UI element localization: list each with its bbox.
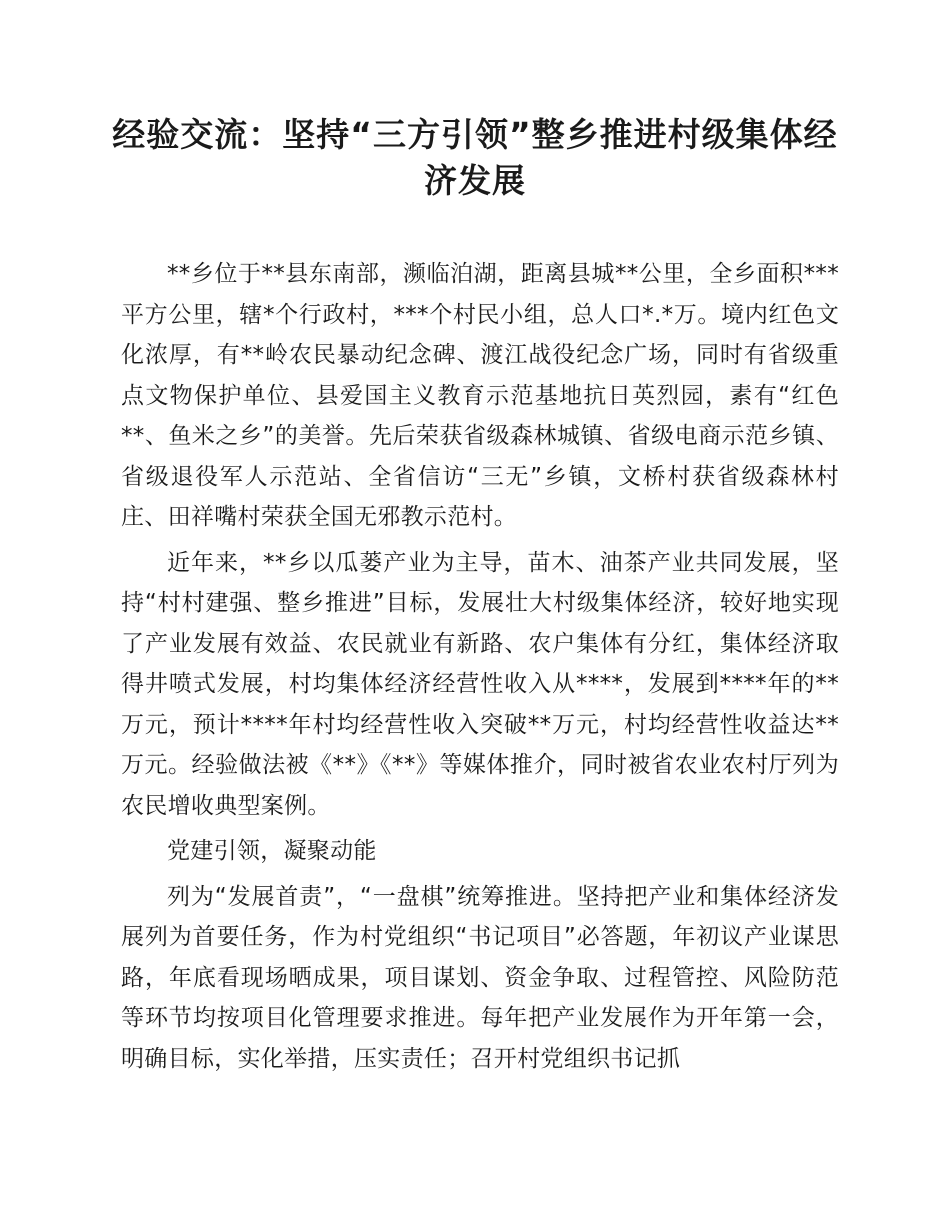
document-title: 经验交流：坚持“三方引领”整乡推进村级集体经济发展: [112, 115, 838, 200]
paragraph-development: 近年来，**乡以瓜蒌产业为主导，苗木、油茶产业共同发展，坚持“村村建强、整乡推进”目标，发展壮大村级集体经济，较好地实现了产业发展有效益、农民就业有新路、农户集体有分红，集体经济取得井喷式发展，村均集体经济经营性收入从****，发展到****年的**万元，预计****年村均经营性收入突破**万元，村均经营性收益达**万元。经验做法被《**》《**》等媒体推介，同时被省农业农村厅列为农民增收典型案例。: [121, 549, 839, 819]
paragraph-intro: **乡位于**县东南部，濒临泊湖，距离县城**公里，全乡面积***平方公里，辖*个行政村，***个村民小组，总人口*.*万。境内红色文化浓厚，有**岭农民暴动纪念碑、渡江战役纪念广场，同时有省级重点文物保护单位、县爱国主义教育示范基地抗日英烈园，素有“红色**、鱼米之乡”的美誉。先后荣获省级森林城镇、省级电商示范乡镇、省级退役军人示范站、全省信访“三无”乡镇，文桥村获省级森林村庄、田祥嘴村荣获全国无邪教示范村。: [121, 261, 839, 530]
section-heading: 党建引领，凝聚动能: [167, 838, 377, 864]
paragraph-party-building: 列为“发展首责”，“一盘棋”统筹推进。坚持把产业和集体经济发展列为首要任务，作为村党组织“书记项目”必答题，年初议产业谋思路，年底看现场晒成果，项目谋划、资金争取、过程管控、风险防范等环节均按项目化管理要求推进。每年把产业发展作为开年第一会，明确目标，实化举措，压实责任；召开村党组织书记抓: [121, 883, 839, 1072]
document-body: [121, 254, 839, 1084]
